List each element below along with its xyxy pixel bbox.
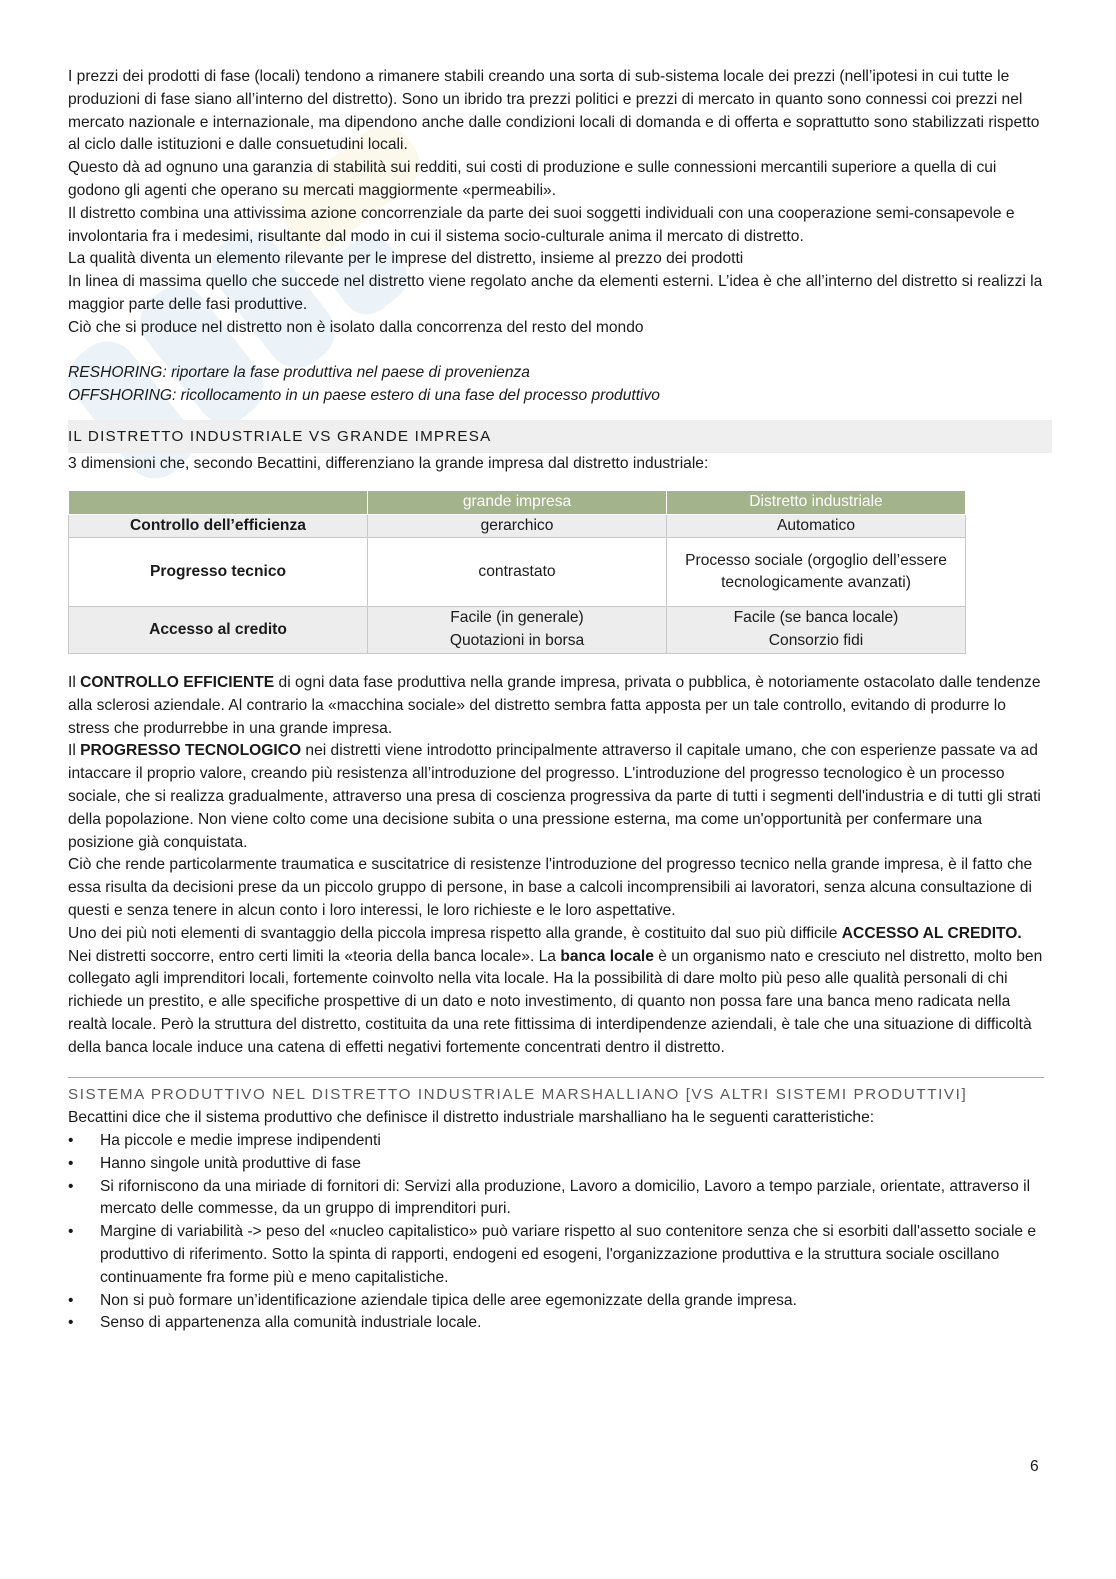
cell-grande: gerarchico: [368, 514, 667, 538]
section-intro: 3 dimensioni che, secondo Becattini, differenziano la grande impresa dal distretto industriale:: [68, 454, 709, 472]
body-text: [68, 672, 1044, 1060]
definition-offshoring: OFFSHORING: ricollocamento in un paese estero di una fase del processo produttivo: [68, 387, 660, 405]
cell-distretto: Processo sociale (orgoglio dell’essere tecnologicamente avanzati): [667, 538, 966, 607]
paragraph: La qualità diventa un elemento rilevante per le imprese del distretto, insieme al prezzo dei prodotti: [68, 250, 744, 268]
cell-line: Facile (in generale): [450, 609, 584, 627]
bold-term: banca locale: [560, 947, 654, 965]
list-item: • Ha piccole e medie imprese indipendenti: [68, 1130, 1044, 1153]
bullet-icon: •: [68, 1223, 74, 1241]
bold-term: PROGRESSO TECNOLOGICO: [80, 742, 302, 760]
cell-line: Quotazioni in borsa: [449, 632, 585, 650]
paragraph: Uno dei più noti elementi di svantaggio della piccola impresa rispetto alla grande, è costituito dal suo più difficile ACCESSO AL CREDITO. Nei distretti soccorre, entro certi limiti la «teoria della banca locale». La banca locale è un organismo nato e cresciuto nel distretto, molto ben collegato agli imprenditori locali, fortemente coinvolto nella vita locale. Ha la possibilità di dare molto più peso alle qualità personali di chi richiede un prestito, e alle specifiche prospettive di un dato e noto investimento, di quanto non possa fare una banca meno radicata nella realtà locale. Però la struttura del distretto, costituita da una rete fittissima di interdipendenze aziendali, è tale che una situazione di difficoltà della banca locale induce una catena di effetti negativi fortemente concentrati dentro il distretto.: [68, 924, 1043, 1056]
bullet-icon: •: [68, 1154, 74, 1172]
bullet-icon: •: [68, 1291, 74, 1309]
cell-grande: [368, 607, 667, 654]
cell-grande: contrastato: [368, 538, 667, 607]
paragraph: Il CONTROLLO EFFICIENTE di ogni data fase produttiva nella grande impresa, privata o pubblica, è notoriamente ostacolato dalle tendenze alla sclerosi aziendale. Al contrario la «macchina sociale» del distretto sembra fatta apposta per un tale controllo, evitando di produrre lo stress che produrrebbe in una grande impresa.: [68, 673, 1041, 737]
row-label: Controllo dell’efficienza: [69, 514, 368, 538]
comparison-table: [68, 490, 966, 654]
bullet-icon: •: [68, 1177, 74, 1195]
list-item: • Hanno singole unità produttive di fase: [68, 1153, 1044, 1176]
table-row: [69, 538, 966, 607]
paragraph: Ciò che rende particolarmente traumatica e suscitatrice di resistenze l'introduzione del progresso tecnico nella grande impresa, è il fatto che essa risulta da decisioni prese da un piccolo gruppo di persone, in base a calcoli incomprensibili ai lavoratori, senza alcuna consultazione di questi e senza tenere in alcun conto i loro interessi, le loro richieste e le loro aspettative.: [68, 856, 1033, 919]
bold-term: CONTROLLO EFFICIENTE: [80, 673, 275, 691]
row-label: Progresso tecnico: [69, 538, 368, 607]
definition-reshoring: RESHORING: riportare la fase produttiva nel paese di provenienza: [68, 364, 530, 382]
section-intro: Becattini dice che il sistema produttivo che definisce il distretto industriale marshalliano ha le seguenti caratteristiche:: [68, 1109, 875, 1127]
characteristics-list: [68, 1130, 1044, 1335]
document-page: [68, 66, 1044, 1335]
table-header-row: [69, 490, 966, 514]
table-row: [69, 514, 966, 538]
section-heading: SISTEMA PRODUTTIVO NEL DISTRETTO INDUSTRIALE MARSHALLIANO [VS ALTRI SISTEMI PRODUTTIVI]: [68, 1077, 1044, 1107]
bullet-icon: •: [68, 1314, 74, 1332]
paragraph: Questo dà ad ognuno una garanzia di stabilità sui redditi, sui costi di produzione e sulle connessioni mercantili superiore a quella di cui godono gli agenti che operano su mercati maggiormente «permeabili».: [68, 159, 997, 199]
table-header-blank: [69, 490, 368, 514]
list-item: • Non si può formare un’identificazione aziendale tipica delle aree egemonizzate della grande impresa.: [68, 1290, 1044, 1313]
list-item: • Senso di appartenenza alla comunità industriale locale.: [68, 1312, 1044, 1335]
list-item: • Margine di variabilità -> peso del «nucleo capitalistico» può variare rispetto al suo contenitore senza che si esorbiti dall'assetto sociale e produttivo di riferimento. Sotto la spinta di rapporti, endogeni ed esogeni, l'organizzazione produttiva e la struttura sociale oscillano continuamente fra forme più e meno capitalistiche.: [68, 1223, 1037, 1286]
paragraph: Il distretto combina una attivissima azione concorrenziale da parte dei suoi soggetti individuali con una cooperazione semi-consapevole e involontaria fra i medesimi, risultante dal modo in cui il sistema socio-culturale anima il mercato di distretto.: [68, 204, 1015, 245]
cell-line: Consorzio fidi: [768, 632, 864, 650]
paragraph: Il PROGRESSO TECNOLOGICO nei distretti viene introdotto principalmente attraverso il capitale umano, che con esperienze passate va ad intaccare il proprio valore, creando più resistenza all’introduzione del progresso. L'introduzione del progresso tecnologico è un processo sociale, che si realizza gradualmente, attraverso una presa di coscienza progressiva da parte di tutti i segmenti dell'industria e di tutti gli strati della popolazione. Non viene colto come una decisione subita o una pressione esterna, ma come un'opportunità per confermare una posizione già conquistata.: [68, 742, 1041, 851]
cell-line: Facile (se banca locale): [733, 609, 899, 627]
table-header-distretto: Distretto industriale: [667, 490, 966, 514]
page-number: 6: [1030, 1458, 1039, 1475]
cell-distretto: [667, 607, 966, 654]
row-label: Accesso al credito: [69, 607, 368, 654]
cell-distretto: Automatico: [667, 514, 966, 538]
table-row: [69, 607, 966, 654]
bullet-icon: •: [68, 1132, 74, 1150]
list-item: • Si riforniscono da una miriade di fornitori di: Servizi alla produzione, Lavoro a domicilio, Lavoro a tempo parziale, orientate, attraverso il mercato delle commesse, da un gruppo di imprenditori puri.: [68, 1177, 1031, 1218]
paragraph: Ciò che si produce nel distretto non è isolato dalla concorrenza del resto del mondo: [68, 318, 644, 336]
bold-term: ACCESSO AL CREDITO.: [841, 924, 1022, 942]
table-header-grande-impresa: grande impresa: [368, 490, 667, 514]
paragraph: I prezzi dei prodotti di fase (locali) tendono a rimanere stabili creando una sorta di sub-sistema locale dei prezzi (nell’ipotesi in cui tutte le produzioni di fase siano all’interno del distretto). Sono un ibrido tra prezzi politici e prezzi di mercato in quanto sono connessi coi prezzi nel mercato nazionale e internazionale, ma dipendono anche dalle condizioni locali di domanda e di offerta e soprattutto sono stabilizzati rispetto al ciclo dalle istituzioni e dalle consuetudini locali.: [68, 68, 1040, 154]
paragraph: In linea di massima quello che succede nel distretto viene regolato anche da elementi esterni. L’idea è che all’interno del distretto si realizzi la maggior parte delle fasi produttive.: [68, 273, 1043, 313]
section-heading: IL DISTRETTO INDUSTRIALE VS GRANDE IMPRESA: [68, 420, 1052, 453]
